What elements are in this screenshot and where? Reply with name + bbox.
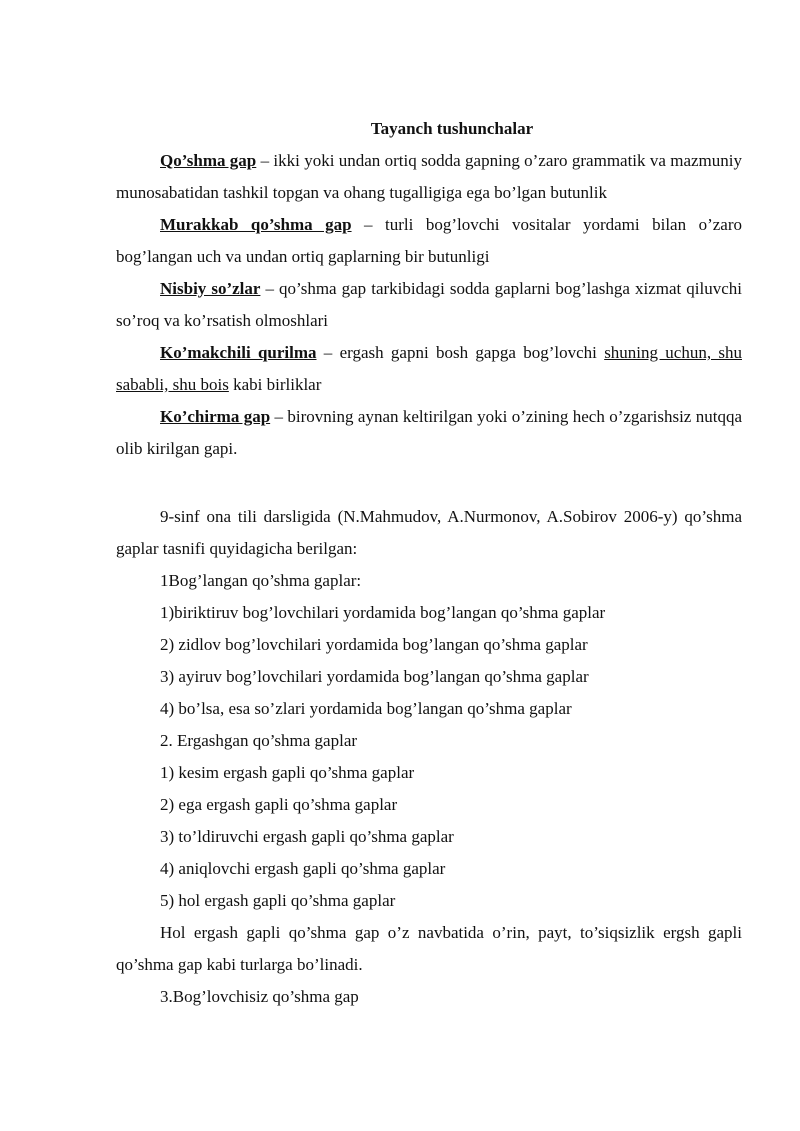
definition-tail-text: kabi birliklar [228,375,322,394]
hol-note-paragraph: Hol ergash gapli qo’shma gap o’z navbatida o’rin, payt, to’siqsizlik ergsh gapli qo’shma gap kabi turlarga bo’linadi. [116,923,742,974]
definition-term: Nisbiy so’zlar [160,279,261,298]
intro-paragraph: 9-sinf ona tili darsligida (N.Mahmudov, A.Nurmonov, A.Sobirov 2006-y) qo’shma gaplar tasnifi quyidagicha berilgan: [116,507,742,558]
definition-term: Ko’chirma gap [160,407,271,426]
definition-text: – turli bog’lovchi vositalar yordami bilan o’zaro bog’langan uch va undan ortiq gaplarning bir butunligi [116,215,742,266]
definition-kochirma-gap [116,401,742,465]
list-item: 5) hol ergash gapli qo’shma gaplar [160,891,396,910]
list-item: 2) ega ergash gapli qo’shma gaplar [160,795,398,814]
definition-underlined-text: shuning uchun, shu sababli, shu bois [116,343,742,394]
list-item: 4) bo’lsa, esa so’zlari yordamida bog’langan qo’shma gaplar [160,699,572,718]
definition-komakchili-qurilma [116,337,742,401]
list-item: 3.Bog’lovchisiz qo’shma gap [160,987,359,1006]
list-item: 3) ayiruv bog’lovchilari yordamida bog’langan qo’shma gaplar [160,667,589,686]
definition-text: – qo’shma gap tarkibidagi sodda gaplarni bog’lashga xizmat qiluvchi so’roq va ko’rsatish olmoshlari [116,279,742,330]
definition-term: Qo’shma gap [160,151,257,170]
definition-term: Murakkab qo’shma gap [160,215,352,234]
definition-qoshma-gap [116,145,742,209]
definition-term: Ko’makchili qurilma [160,343,317,362]
list-item: 1) kesim ergash gapli qo’shma gaplar [160,763,415,782]
definition-nisbiy-sozlar [116,273,742,337]
list-item: 3) to’ldiruvchi ergash gapli qo’shma gaplar [160,827,454,846]
list-item: 4) aniqlovchi ergash gapli qo’shma gaplar [160,859,446,878]
list-item: 1Bog’langan qo’shma gaplar: [160,571,362,590]
definition-text: – ikki yoki undan ortiq sodda gapning o’zaro grammatik va mazmuniy munosabatidan tashkil topgan va ohang tugalligiga ega bo’lgan butunlik [116,151,742,202]
list-item: 1)biriktiruv bog’lovchilari yordamida bog’langan qo’shma gaplar [160,603,606,622]
list-item: 2) zidlov bog’lovchilari yordamida bog’langan qo’shma gaplar [160,635,588,654]
definition-murakkab-qoshma-gap [116,209,742,273]
page-title: Tayanch tushunchalar [370,119,534,138]
definition-text: – birovning aynan keltirilgan yoki o’zining hech o’zgarishsiz nutqqa olib kirilgan gapi. [116,407,742,458]
definition-text: – ergash gapni bosh gapga bog’lovchi [316,343,605,362]
list-item: 2. Ergashgan qo’shma gaplar [160,731,358,750]
